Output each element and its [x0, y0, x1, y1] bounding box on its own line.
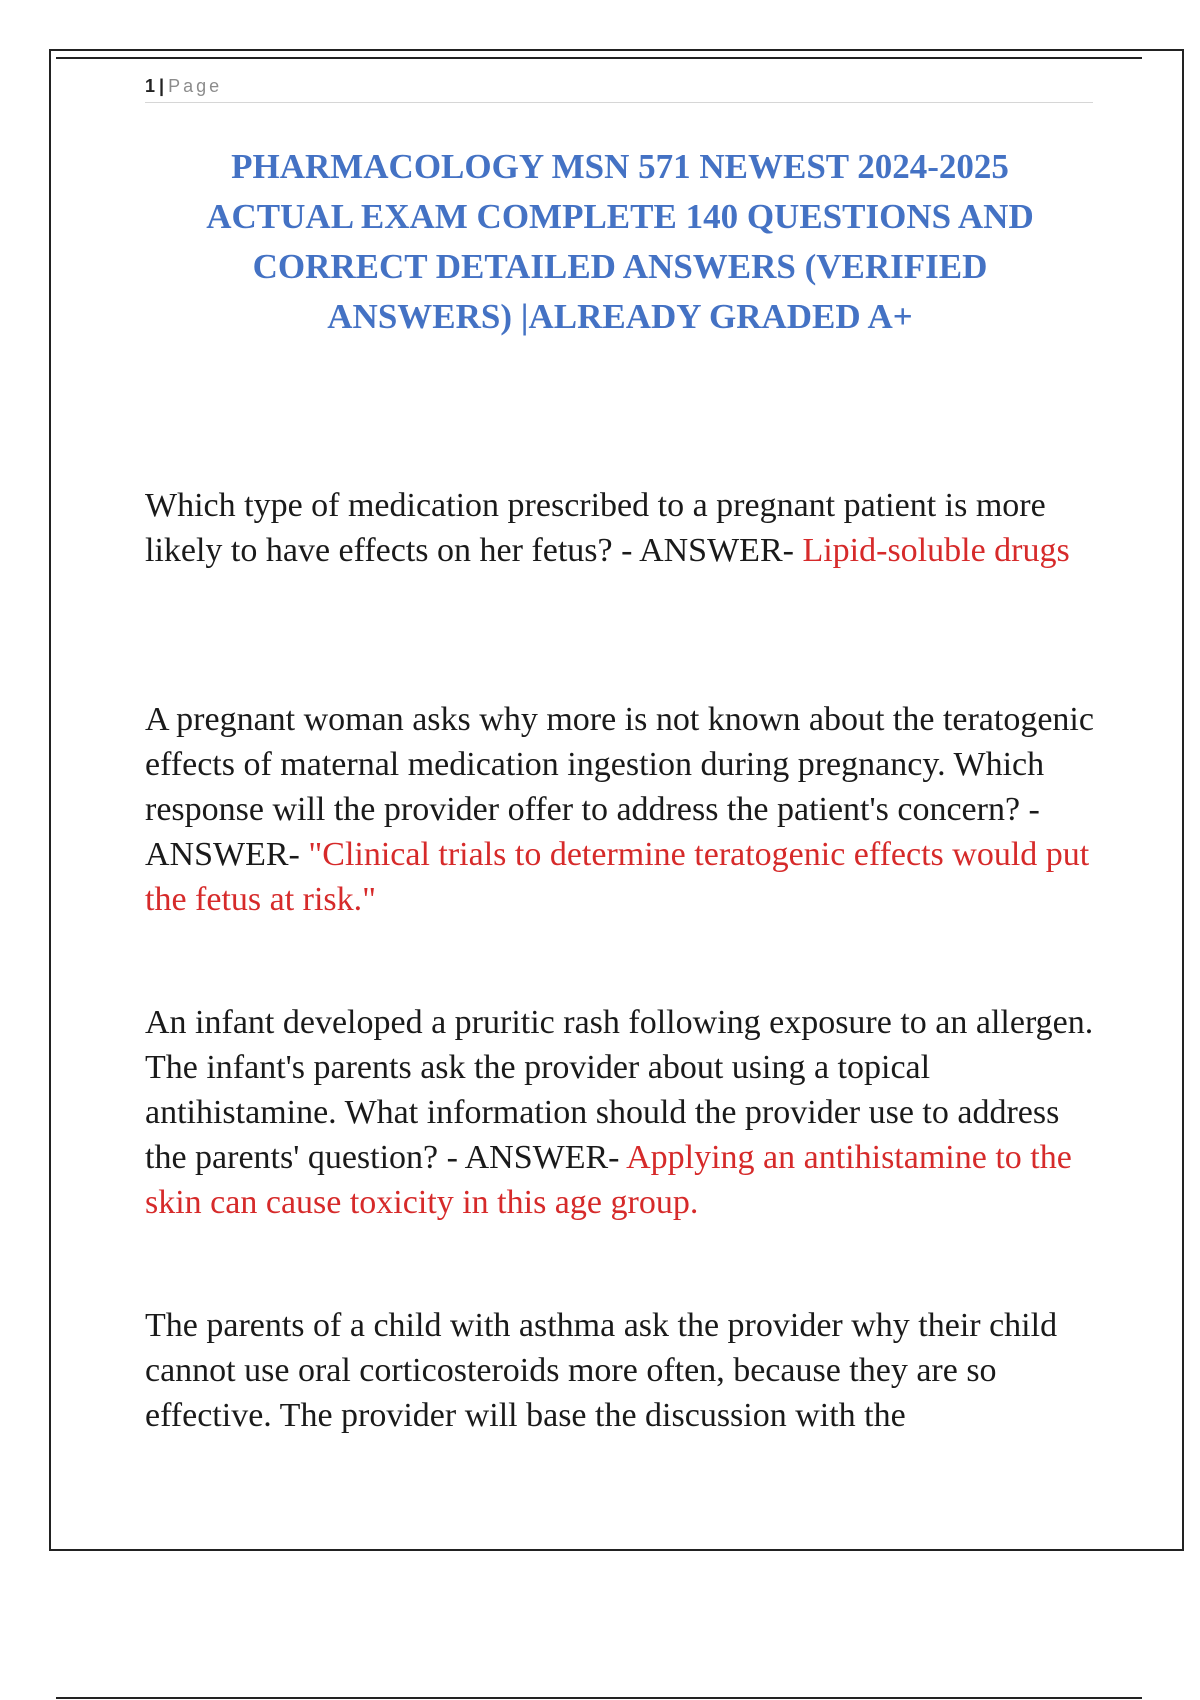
answer-text: "Clinical trials to determine teratogenic effects would put the fetus at risk.": [145, 836, 1090, 918]
page-label: Page: [168, 76, 223, 96]
question-text: The parents of a child with asthma ask the provider why their child cannot use oral corticosteroids more often, because they are so effective. The provider will base the discussion with the: [145, 1307, 1058, 1434]
question-text: An infant developed a pruritic rash following exposure to an allergen. The infant's parents ask the provider about using a topical antihistamine. What information should the provider use to address the parents' question? - ANSWER-: [145, 1004, 1094, 1176]
question-text: A pregnant woman asks why more is not known about the teratogenic effects of maternal medication ingestion during pregnancy. Which response will the provider offer to address the patient's concern? - ANSWER-: [145, 701, 1094, 873]
page-border-top-line: [56, 57, 1142, 59]
page-header: [145, 74, 1093, 103]
next-page-border-line: [56, 1697, 1142, 1699]
qa-item-3: [145, 1000, 1105, 1225]
qa-item-2: [145, 697, 1105, 922]
answer-text: Lipid-soluble drugs: [802, 532, 1070, 569]
answer-text: Applying an antihistamine to the skin can cause toxicity in this age group.: [145, 1139, 1072, 1221]
page-separator: |: [159, 76, 165, 96]
page-number: 1: [145, 76, 156, 96]
document-title: PHARMACOLOGY MSN 571 NEWEST 2024-2025 ACTUAL EXAM COMPLETE 140 QUESTIONS AND CORRECT DETAILED ANSWERS (VERIFIED ANSWERS) |ALREADY GRADED A+: [206, 147, 1034, 336]
qa-item-1: [145, 483, 1105, 573]
qa-item-4: [145, 1303, 1105, 1438]
question-text: Which type of medication prescribed to a pregnant patient is more likely to have effects on her fetus? - ANSWER-: [145, 487, 1046, 569]
